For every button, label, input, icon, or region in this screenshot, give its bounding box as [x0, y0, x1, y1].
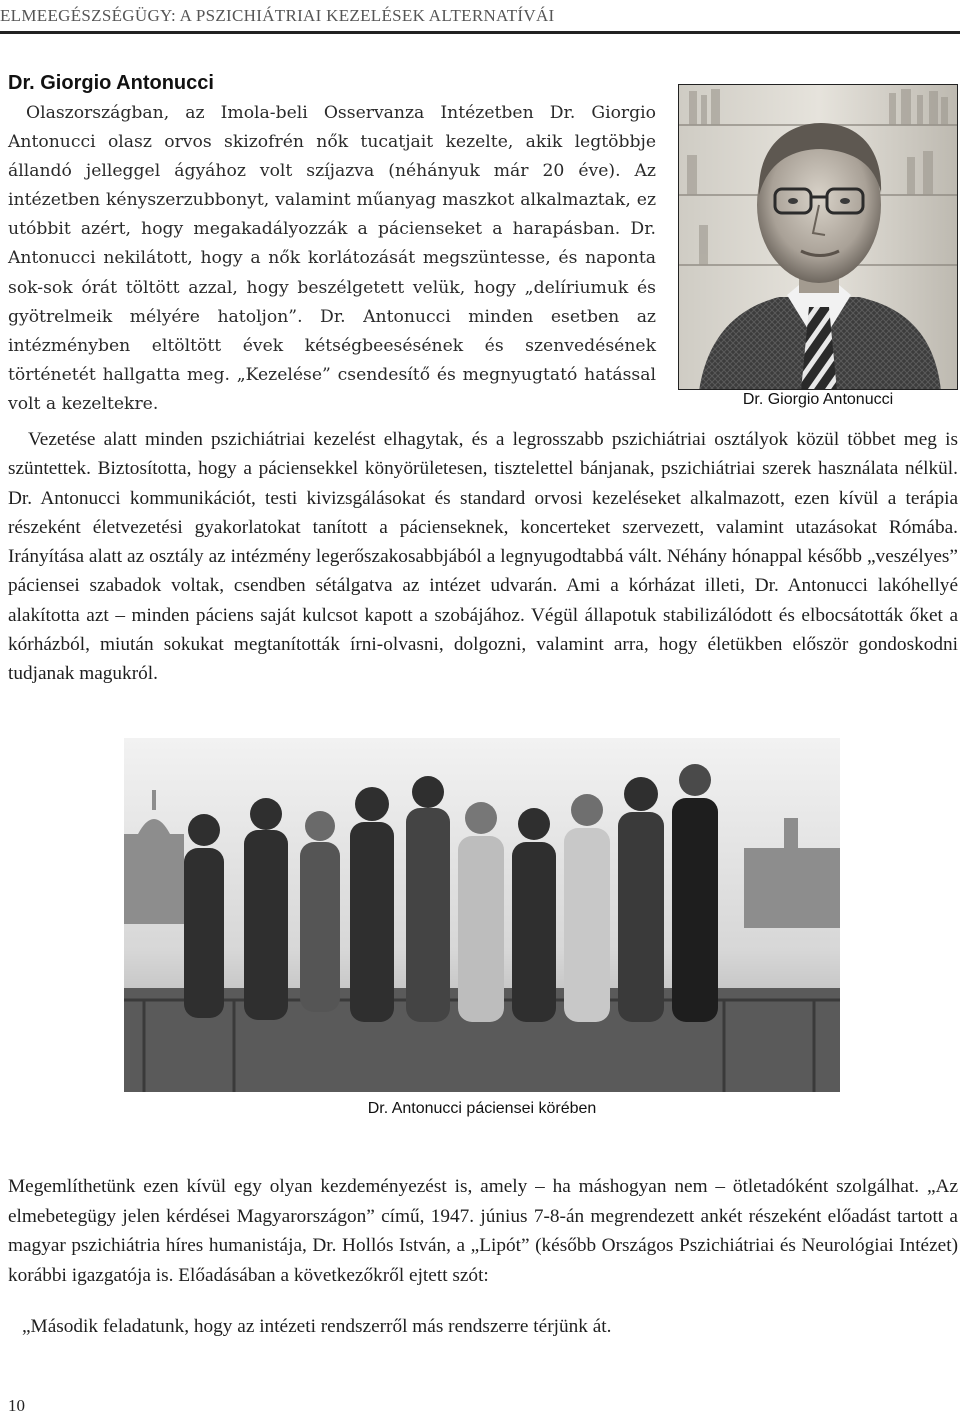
portrait-illustration: [679, 85, 958, 390]
group-photo-caption: Dr. Antonucci páciensei körében: [367, 1100, 597, 1117]
portrait-photo: [678, 84, 958, 390]
intro-paragraph-text: Olaszországban, az Imola-beli Osservanza Intézetben Dr. Giorgio Antonucci olasz orvos skizofrén nők tucatjait kezelte, akik legtöbbje állandó jelleggel ágyához volt szíjazva (néhányuk már 20 éve). Az intézetben kényszerzubbonyt, valamint műanyag maszkot alkalmaztak, ez utóbbit azért, hogy megakadályozzák a pácienseket a harapásban. Dr. Antonucci nekilátott, hogy a nők korlátozását megszüntesse, és naponta sok-sok órát töltött azzal, hogy beszélgetett velük, hogy „delíriumuk és gyötrelmeik mélyére hatoljon”. Dr. Antonucci minden esetben az intézményben eltöltött évek kétségbeesésének és szenvedésének történetét hallgatta meg. „Kezelése” csendesítő és megnyugtató hatással volt a kezeltekre.: [8, 103, 656, 414]
quote: „Második feladatunk, hogy az intézeti rendszerről más rendszerre térjünk át.: [22, 1316, 612, 1337]
body-paragraph-text: Vezetése alatt minden pszichiátriai kezelést elhagytak, és a legrosszabb pszichiátriai osztályok közül többet meg is szüntettek. Biztosította, hogy a páciensekkel könyörületesen, tisztelettel bánjanak, pszichiátriai szerek használata nélkül. Dr. Antonucci kommunikációt, testi kivizsgálásokat és standard orvosi kezeléseket alkalmazott, ezen kívül a terápia részeként életvezetési gyakorlatokat tanított a pácienseknek, koncerteket szervezett, valamint utazásokat Rómába. Irányítása alatt az osztály az intézmény legerőszakosabbjából a legnyugodtabbá vált. Néhány hónappal később „veszélyes” páciensei szabadok voltak, csendben sétálgatva az intézet udvarán. Ami a kórházat illeti, Dr. Antonucci lakóhellyé alakította azt – minden páciens saját kulcsot kapott a szobájához. Végül állapotuk stabilizálódott és elbocsátották őket a kórházból, miután sokukat megtanították írni-olvasni, dolgozni, valamint arra, hogy életükben először gondoskodni tudjanak magukról.: [8, 429, 958, 685]
running-header: [0, 4, 960, 34]
section-title: Dr. Giorgio Antonucci: [8, 72, 214, 94]
group-photo: [124, 738, 840, 1092]
portrait-caption: Dr. Giorgio Antonucci: [742, 391, 894, 408]
closing-paragraph: [8, 1172, 958, 1290]
page-number: 10: [8, 1396, 25, 1415]
header-rule: [0, 31, 960, 34]
intro-paragraph: [8, 99, 656, 419]
closing-paragraph-text: Megemlíthetünk ezen kívül egy olyan kezdeményezést is, amely – ha máshogyan nem – ötletadóként szolgálhat. „Az elmebetegügy jelen kérdései Magyarországon” című, 1947. június 7-8-án megrendezett ankét részeként előadást tartott a magyar pszichiátria híres humanistája, Dr. Hollós István, a „Lipót” (később Országos Pszichiátriai és Neurológiai Intézet) korábbi igazgatója is. Előadásában a következőkről ejtett szót:: [8, 1176, 958, 1286]
group-photo-illustration: [124, 738, 840, 1092]
body-paragraph: [8, 425, 958, 689]
running-title: ELMEEGÉSZSÉGÜGY: A PSZICHIÁTRIAI KEZELÉSEK ALTERNATÍVÁI: [0, 6, 555, 25]
